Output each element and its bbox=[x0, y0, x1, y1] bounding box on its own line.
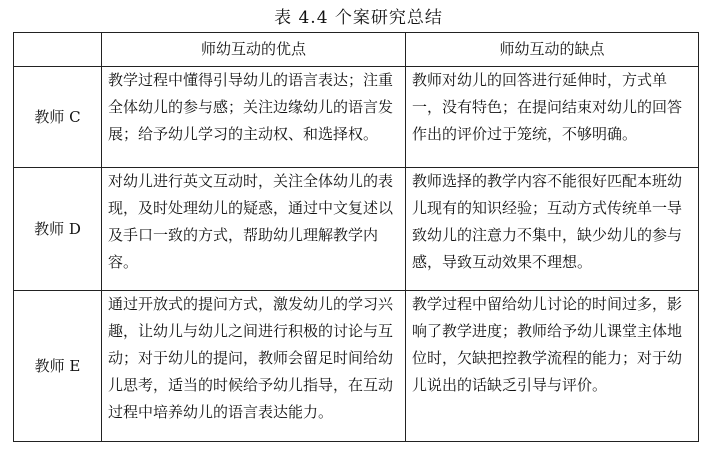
table-caption: 表 4.4 个案研究总结 bbox=[274, 8, 443, 28]
cons-cell: 教师对幼儿的回答进行延伸时，方式单一，没有特色；在提问结束对幼儿的回答作出的评价过于笼统，不够明确。 bbox=[406, 67, 699, 168]
table-row bbox=[14, 291, 699, 442]
header-blank bbox=[14, 33, 102, 67]
header-cons: 师幼互动的缺点 bbox=[406, 33, 699, 67]
pros-cell: 教学过程中懂得引导幼儿的语言表达；注重全体幼儿的参与感；关注边缘幼儿的语言发展；给予幼儿学习的主动权、和选择权。 bbox=[102, 67, 406, 168]
teacher-cell: 教师 E bbox=[14, 291, 102, 442]
table-row bbox=[14, 67, 699, 168]
cons-cell: 教学过程中留给幼儿讨论的时间过多，影响了教学进度；教师给予幼儿课堂主体地位时，欠缺把控教学流程的能力；对于幼儿说出的话缺乏引导与评价。 bbox=[406, 291, 699, 442]
pros-cell: 对幼儿进行英文互动时，关注全体幼儿的表现，及时处理幼儿的疑惑，通过中文复述以及手口一致的方式，帮助幼儿理解教学内容。 bbox=[102, 168, 406, 291]
table-row bbox=[14, 168, 699, 291]
table-header-row bbox=[14, 33, 699, 67]
teacher-cell: 教师 C bbox=[14, 67, 102, 168]
pros-cell: 通过开放式的提问方式，激发幼儿的学习兴趣，让幼儿与幼儿之间进行积极的讨论与互动；对于幼儿的提问，教师会留足时间给幼儿思考，适当的时候给予幼儿指导，在互动过程中培养幼儿的语言表达能力。 bbox=[102, 291, 406, 442]
cons-cell: 教师选择的教学内容不能很好匹配本班幼儿现有的知识经验；互动方式传统单一导致幼儿的注意力不集中，缺少幼儿的参与感，导致互动效果不理想。 bbox=[406, 168, 699, 291]
teacher-cell: 教师 D bbox=[14, 168, 102, 291]
header-pros: 师幼互动的优点 bbox=[102, 33, 406, 67]
case-study-summary-table bbox=[13, 32, 699, 442]
